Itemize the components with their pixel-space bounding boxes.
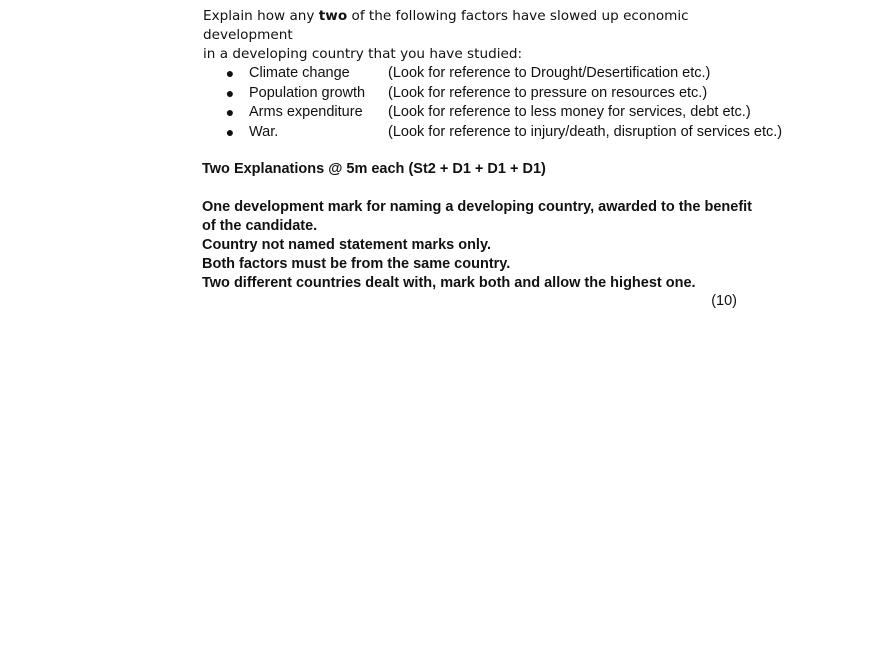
question-line-2: in a developing country that you have studied: (203, 46, 523, 62)
marking-note: of the candidate. (202, 218, 318, 234)
factor-name: Climate change (249, 65, 350, 81)
factor-note: (Look for reference to pressure on resources etc.) (388, 84, 708, 101)
marking-note: Two different countries dealt with, mark both and allow the highest one. (202, 275, 696, 291)
question-emphasis: two (318, 8, 348, 24)
question-part-1: Explain how any (203, 8, 319, 24)
marking-scheme-heading: Two Explanations @ 5m each (St2 + D1 + D1 + D1) (202, 161, 546, 177)
list-item (224, 84, 824, 104)
list-item (224, 123, 824, 143)
list-item (224, 103, 824, 123)
factor-list (224, 64, 824, 142)
factor-name: Arms expenditure (249, 104, 363, 120)
bullet-icon: ● (225, 84, 235, 101)
question-line-1 (203, 7, 763, 45)
marking-note: One development mark for naming a developing country, awarded to the benefit (202, 199, 753, 215)
bullet-icon: ● (225, 65, 235, 81)
factor-note: (Look for reference to less money for services, debt etc.) (388, 104, 751, 120)
marking-note: Both factors must be from the same country. (202, 256, 511, 272)
question-part-2: of the following factors have slowed up economic development (203, 8, 689, 43)
factor-name: War. (249, 123, 279, 140)
factor-note: (Look for reference to Drought/Desertification etc.) (388, 65, 711, 81)
marking-notes (202, 198, 762, 293)
question-text (203, 7, 763, 64)
bullet-icon: ● (225, 123, 235, 140)
factor-note: (Look for reference to injury/death, disruption of services etc.) (388, 123, 783, 140)
factor-name: Population growth (249, 84, 366, 101)
total-marks: (10) (711, 293, 737, 309)
list-item (224, 64, 824, 84)
marking-note: Country not named statement marks only. (202, 237, 491, 253)
bullet-icon: ● (225, 104, 235, 120)
